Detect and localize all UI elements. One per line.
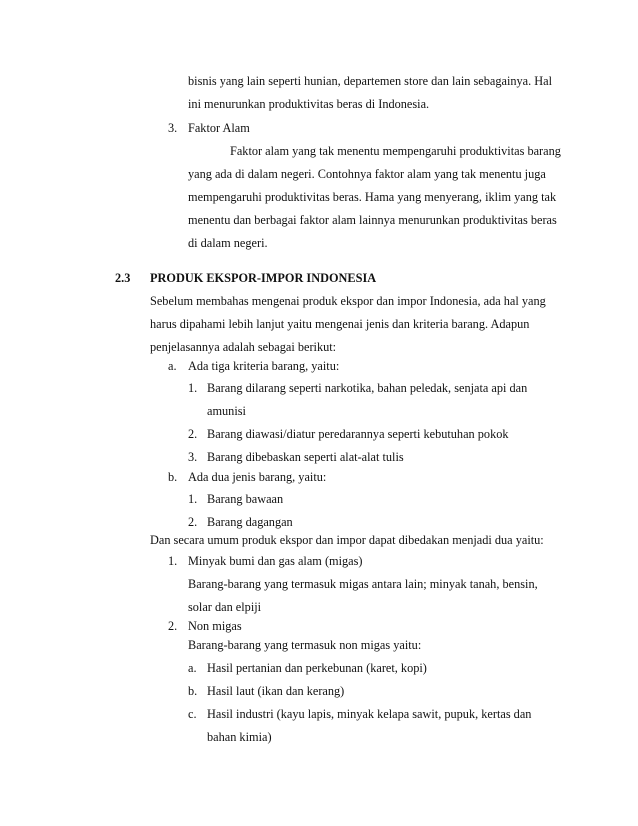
paragraph-line: harus dipahami lebih lanjut yaitu mengenai jenis dan kriteria barang. Adapun <box>150 317 530 331</box>
list-item: Barang dagangan <box>207 515 293 529</box>
list-marker: b. <box>188 684 198 698</box>
list-item-title: Faktor Alam <box>188 121 250 135</box>
paragraph-line: di dalam negeri. <box>188 236 268 250</box>
list-item-label: Ada tiga kriteria barang, yaitu: <box>188 359 340 373</box>
list-item-label: Ada dua jenis barang, yaitu: <box>188 470 327 484</box>
paragraph-line: solar dan elpiji <box>188 600 262 614</box>
list-item-continuation: amunisi <box>207 404 246 418</box>
list-marker: 2. <box>188 427 198 441</box>
list-marker: 1. <box>188 492 198 506</box>
paragraph-line: Sebelum membahas mengenai produk ekspor dan impor Indonesia, ada hal yang <box>150 294 546 308</box>
paragraph-line: Dan secara umum produk ekspor dan impor dapat dibedakan menjadi dua yaitu: <box>150 533 544 547</box>
list-item: Hasil laut (ikan dan kerang) <box>207 684 345 698</box>
list-item-continuation: bahan kimia) <box>207 730 272 744</box>
list-item: Barang dibebaskan seperti alat-alat tulis <box>207 450 404 464</box>
list-marker: 3. <box>188 450 198 464</box>
list-item-title: Non migas <box>188 619 242 633</box>
list-item: Hasil pertanian dan perkebunan (karet, kopi) <box>207 661 427 675</box>
paragraph-line: Barang-barang yang termasuk migas antara lain; minyak tanah, bensin, <box>188 577 538 591</box>
list-marker: a. <box>168 359 177 373</box>
list-marker: b. <box>168 470 178 484</box>
list-marker: 1. <box>188 381 198 395</box>
list-item: Hasil industri (kayu lapis, minyak kelapa sawit, pupuk, kertas dan <box>207 707 532 721</box>
list-marker: 1. <box>168 554 178 568</box>
paragraph-line: mempengaruhi produktivitas beras. Hama yang menyerang, iklim yang tak <box>188 190 557 204</box>
list-marker: 3. <box>168 121 178 135</box>
paragraph-line: Barang-barang yang termasuk non migas yaitu: <box>188 638 422 652</box>
paragraph-line: ini menurunkan produktivitas beras di Indonesia. <box>188 97 430 111</box>
paragraph-line: Faktor alam yang tak menentu mempengaruhi produktivitas barang <box>230 144 561 158</box>
list-marker: 2. <box>168 619 178 633</box>
paragraph-line: menentu dan berbagai faktor alam lainnya menurunkan produktivitas beras <box>188 213 557 227</box>
section-number: 2.3 <box>115 271 131 285</box>
list-item: Barang bawaan <box>207 492 284 506</box>
paragraph-line: bisnis yang lain seperti hunian, departemen store dan lain sebagainya. Hal <box>188 74 553 88</box>
paragraph-line: yang ada di dalam negeri. Contohnya faktor alam yang tak menentu juga <box>188 167 546 181</box>
list-marker: a. <box>188 661 197 675</box>
list-marker: 2. <box>188 515 198 529</box>
list-item: Barang diawasi/diatur peredarannya seperti kebutuhan pokok <box>207 427 509 441</box>
list-item-title: Minyak bumi dan gas alam (migas) <box>188 554 363 568</box>
section-title: PRODUK EKSPOR-IMPOR INDONESIA <box>150 271 377 285</box>
list-marker: c. <box>188 707 197 721</box>
paragraph-line: penjelasannya adalah sebagai berikut: <box>150 340 337 354</box>
list-item: Barang dilarang seperti narkotika, bahan peledak, senjata api dan <box>207 381 528 395</box>
